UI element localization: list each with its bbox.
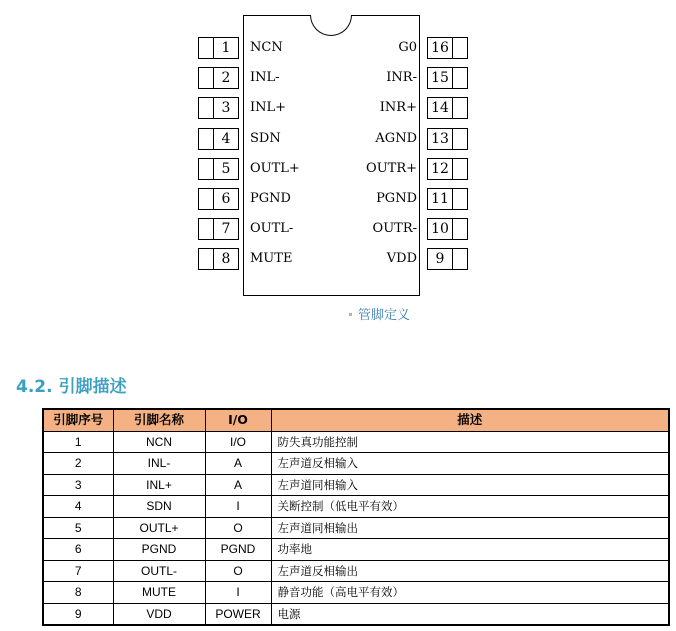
header-description: 描述 bbox=[271, 409, 669, 431]
cell-description: 静音功能（高电平有效） bbox=[271, 582, 669, 604]
cell-description: 功率地 bbox=[271, 539, 669, 561]
right-pin-number: 14 bbox=[427, 97, 453, 119]
cell-pin-name: OUTL+ bbox=[113, 517, 205, 539]
section-title: 引脚描述 bbox=[58, 377, 127, 397]
right-pin-label: OUTR- bbox=[372, 221, 417, 236]
diagram-caption: 管脚定义 bbox=[358, 308, 411, 323]
cell-pin-number: 7 bbox=[43, 560, 113, 582]
cell-description: 左声道同相输出 bbox=[271, 517, 669, 539]
table-row bbox=[43, 539, 669, 561]
table-row bbox=[43, 582, 669, 604]
cell-pin-number: 2 bbox=[43, 453, 113, 475]
cell-io: O bbox=[205, 517, 271, 539]
right-pin-number: 9 bbox=[427, 248, 453, 270]
left-pin-lead bbox=[198, 248, 214, 270]
cell-description: 左声道反相输出 bbox=[271, 560, 669, 582]
table-row bbox=[43, 431, 669, 453]
right-pin-label: INR+ bbox=[379, 100, 417, 115]
left-pin-number: 8 bbox=[213, 248, 239, 270]
right-pin-lead bbox=[452, 218, 468, 240]
left-pin-number: 1 bbox=[213, 37, 239, 59]
left-pin-label: NCN bbox=[250, 40, 283, 55]
left-pin-number: 3 bbox=[213, 97, 239, 119]
cell-io: I bbox=[205, 582, 271, 604]
right-pin-number: 11 bbox=[427, 188, 453, 210]
table-body bbox=[43, 431, 669, 625]
header-pin-number: 引脚序号 bbox=[43, 409, 113, 431]
cell-pin-name: PGND bbox=[113, 539, 205, 561]
right-pin-label: G0 bbox=[398, 40, 417, 55]
section-heading bbox=[16, 372, 127, 397]
left-pin-number: 5 bbox=[213, 158, 239, 180]
cell-description: 左声道反相输入 bbox=[271, 453, 669, 475]
table-row bbox=[43, 474, 669, 496]
left-pin-lead bbox=[198, 218, 214, 240]
right-pin-lead bbox=[452, 248, 468, 270]
left-pin-label: OUTL+ bbox=[250, 161, 300, 176]
pin-description-table bbox=[42, 408, 670, 626]
cell-pin-number: 1 bbox=[43, 431, 113, 453]
cell-pin-name: VDD bbox=[113, 603, 205, 625]
cell-pin-number: 6 bbox=[43, 539, 113, 561]
cell-pin-name: SDN bbox=[113, 496, 205, 518]
left-pin-label: SDN bbox=[250, 131, 281, 146]
right-pin-label: PGND bbox=[376, 191, 417, 206]
right-pin-label: AGND bbox=[375, 131, 417, 146]
left-pin-lead bbox=[198, 97, 214, 119]
cell-description: 电源 bbox=[271, 603, 669, 625]
right-pin-lead bbox=[452, 37, 468, 59]
table-header-row bbox=[43, 409, 669, 431]
left-pin-number: 6 bbox=[213, 188, 239, 210]
cell-io: A bbox=[205, 453, 271, 475]
right-pin-number: 13 bbox=[427, 128, 453, 150]
section-number: 4.2. bbox=[16, 377, 53, 397]
cell-pin-number: 9 bbox=[43, 603, 113, 625]
table-row bbox=[43, 453, 669, 475]
left-pin-label: MUTE bbox=[250, 251, 293, 266]
left-pin-lead bbox=[198, 158, 214, 180]
right-pin-label: INR- bbox=[386, 70, 417, 85]
cell-pin-name: OUTL- bbox=[113, 560, 205, 582]
header-io: I/O bbox=[205, 409, 271, 431]
right-pin-lead bbox=[452, 158, 468, 180]
cell-description: 左声道同相输入 bbox=[271, 474, 669, 496]
right-pin-label: VDD bbox=[386, 251, 417, 266]
left-pin-number: 4 bbox=[213, 128, 239, 150]
left-pin-number: 7 bbox=[213, 218, 239, 240]
cell-pin-number: 8 bbox=[43, 582, 113, 604]
cell-io: O bbox=[205, 560, 271, 582]
right-pin-lead bbox=[452, 97, 468, 119]
left-pin-label: PGND bbox=[250, 191, 291, 206]
cell-pin-number: 3 bbox=[43, 474, 113, 496]
cell-description: 关断控制（低电平有效） bbox=[271, 496, 669, 518]
cell-description: 防失真功能控制 bbox=[271, 431, 669, 453]
left-pin-number: 2 bbox=[213, 67, 239, 89]
right-pin-number: 16 bbox=[427, 37, 453, 59]
cell-pin-number: 4 bbox=[43, 496, 113, 518]
table-row bbox=[43, 560, 669, 582]
cell-pin-number: 5 bbox=[43, 517, 113, 539]
right-pin-number: 12 bbox=[427, 158, 453, 180]
cell-pin-name: MUTE bbox=[113, 582, 205, 604]
left-pin-label: INL+ bbox=[250, 100, 287, 115]
table-row bbox=[43, 496, 669, 518]
right-pin-label: OUTR+ bbox=[366, 161, 417, 176]
caption-marker bbox=[349, 313, 352, 316]
right-pin-lead bbox=[452, 188, 468, 210]
cell-io: A bbox=[205, 474, 271, 496]
right-pin-number: 15 bbox=[427, 67, 453, 89]
cell-io: PGND bbox=[205, 539, 271, 561]
cell-io: POWER bbox=[205, 603, 271, 625]
cell-pin-name: INL+ bbox=[113, 474, 205, 496]
cell-pin-name: INL- bbox=[113, 453, 205, 475]
right-pin-lead bbox=[452, 128, 468, 150]
cell-io: I/O bbox=[205, 431, 271, 453]
left-pin-lead bbox=[198, 128, 214, 150]
left-pin-lead bbox=[198, 67, 214, 89]
right-pin-lead bbox=[452, 67, 468, 89]
left-pin-label: INL- bbox=[250, 70, 280, 85]
left-pin-label: OUTL- bbox=[250, 221, 294, 236]
table-row bbox=[43, 603, 669, 625]
cell-io: I bbox=[205, 496, 271, 518]
cell-pin-name: NCN bbox=[113, 431, 205, 453]
right-pin-number: 10 bbox=[427, 218, 453, 240]
header-pin-name: 引脚名称 bbox=[113, 409, 205, 431]
table-row bbox=[43, 517, 669, 539]
left-pin-lead bbox=[198, 37, 214, 59]
left-pin-lead bbox=[198, 188, 214, 210]
